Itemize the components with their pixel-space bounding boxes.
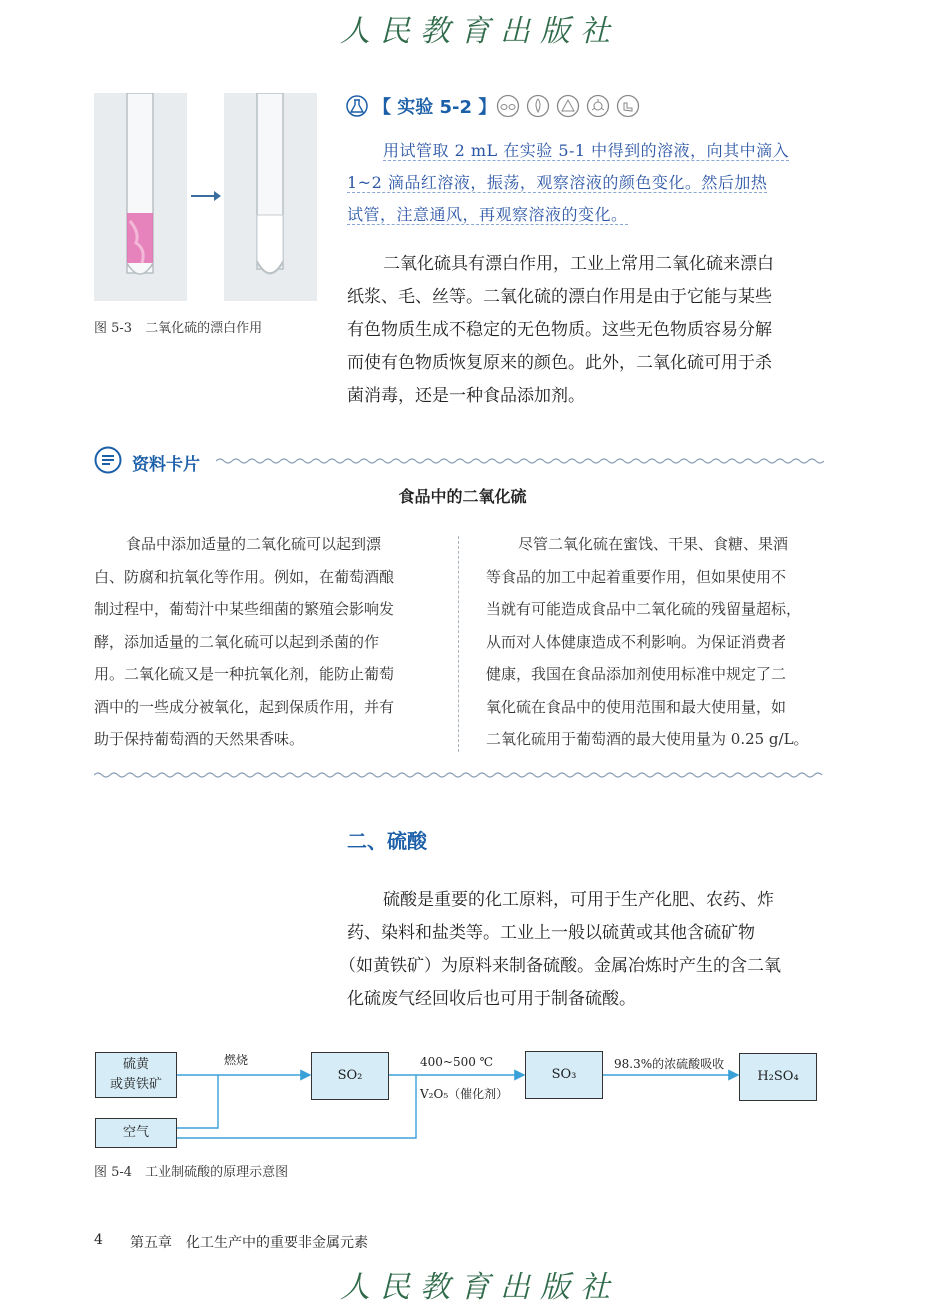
card-line: 白、防腐和抗氧化等作用。例如，在葡萄酒酿 — [94, 567, 395, 586]
paragraph-line: 药、染料和盐类等。工业上一般以硫黄或其他含硫矿物 — [347, 923, 755, 943]
card-line: 制过程中，葡萄汁中某些细菌的繁殖会影响发 — [94, 600, 395, 618]
flow-box-air: 空气 — [95, 1118, 177, 1148]
paragraph-line: 化硫废气经回收后也可用于制备硫酸。 — [347, 989, 636, 1009]
card-line: 从而对人体健康造成不利影响。为保证消费者 — [486, 632, 787, 651]
flow-box-raw-line: 硫黄 — [122, 1057, 149, 1072]
publisher-logo-top: 人民教育出版社 — [340, 14, 620, 49]
flow-box-so2: SO₂ — [311, 1052, 389, 1100]
experiment-title: 【 实验 5-2 】 — [373, 97, 497, 118]
chapter-title: 第五章 化工生产中的重要非金属元素 — [130, 1235, 368, 1251]
section-heading: 二、硫酸 — [347, 829, 427, 853]
experiment-line: 试管，注意通风，再观察溶液的变化。 — [347, 205, 628, 224]
flow-label-burn: 燃烧 — [224, 1053, 249, 1067]
card-line: 酵，添加适量的二氧化硫可以起到杀菌的作 — [94, 632, 380, 651]
page-number: 4 — [94, 1232, 103, 1248]
flow-box-raw-material — [95, 1052, 177, 1098]
flow-label-temperature: 400~500 ℃ — [420, 1055, 494, 1069]
card-line: 当就有可能造成食品中二氧化硫的残留量超标， — [486, 600, 802, 618]
card-line: 助于保持葡萄酒的天然果香味。 — [94, 730, 305, 748]
figure-5-3-caption: 图 5-3 二氧化硫的漂白作用 — [94, 321, 263, 336]
publisher-logo-bottom: 人民教育出版社 — [340, 1270, 620, 1305]
flow-box-raw-line: 或黄铁矿 — [109, 1077, 162, 1092]
flow-box-h2so4: H₂SO₄ — [739, 1053, 817, 1101]
paragraph-line: 纸浆、毛、丝等。二氧化硫的漂白作用是由于它能与某些 — [347, 287, 772, 307]
card-line: 酒中的一些成分被氧化，起到保质作用，并有 — [94, 697, 395, 716]
flow-label-absorb: 98.3%的浓硫酸吸收 — [614, 1057, 725, 1071]
experiment-line: 用试管取 2 mL 在实验 5-1 中得到的溶液，向其中滴入 — [383, 141, 790, 160]
figure-5-4-caption: 图 5-4 工业制硫酸的原理示意图 — [94, 1165, 289, 1180]
card-line: 氧化硫在食品中的使用范围和最大使用量，如 — [486, 697, 787, 716]
card-line: 等食品的加工中起着重要作用，但如果使用不 — [486, 567, 787, 586]
info-card-subtitle: 食品中的二氧化硫 — [398, 487, 527, 506]
card-line: 用。二氧化硫又是一种抗氧化剂，能防止葡萄 — [94, 665, 395, 683]
card-line: 尽管二氧化硫在蜜饯、干果、食糖、果酒 — [518, 535, 789, 553]
paragraph-line: （如黄铁矿）为原料来制备硫酸。金属冶炼时产生的含二氧 — [339, 956, 781, 976]
paragraph-line: 有色物质生成不稳定的无色物质。这些无色物质容易分解 — [347, 320, 772, 340]
card-line: 二氧化硫用于葡萄酒的最大使用量为 0.25 g/L。 — [486, 730, 809, 748]
paragraph-line: 菌消毒，还是一种食品添加剂。 — [347, 386, 585, 406]
card-line: 健康，我国在食品添加剂使用标准中规定了二 — [486, 665, 787, 683]
paragraph-line: 硫酸是重要的化工原料，可用于生产化肥、农药、炸 — [383, 890, 774, 910]
info-card-title: 资料卡片 — [132, 455, 200, 475]
card-line: 食品中添加适量的二氧化硫可以起到漂 — [126, 535, 382, 553]
experiment-line: 1~2 滴品红溶液，振荡，观察溶液的颜色变化。然后加热 — [347, 173, 768, 192]
flow-label-catalyst: V₂O₅（催化剂） — [420, 1087, 509, 1101]
flow-box-so3: SO₃ — [525, 1051, 603, 1099]
paragraph-line: 二氧化硫具有漂白作用，工业上常用二氧化硫来漂白 — [383, 254, 774, 274]
paragraph-line: 而使有色物质恢复原来的颜色。此外，二氧化硫可用于杀 — [347, 353, 772, 373]
